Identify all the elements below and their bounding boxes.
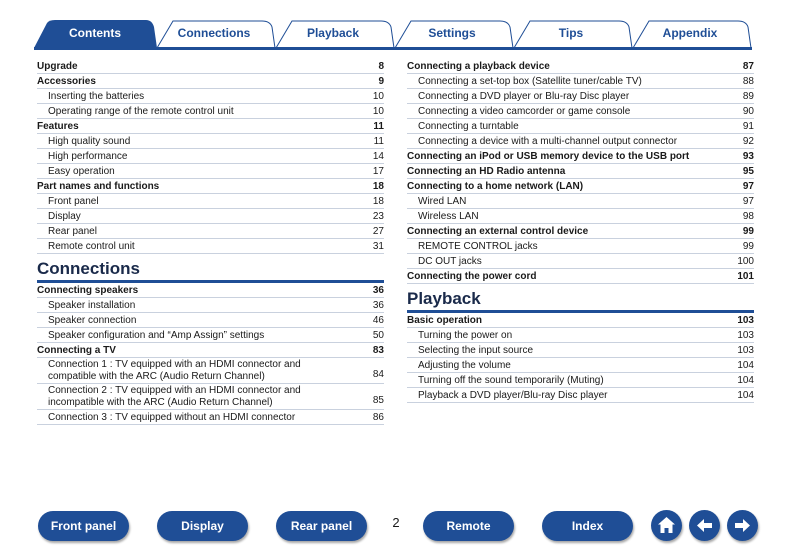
toc-entry-title: Connection 3 : TV equipped without an HDMI connector	[48, 412, 296, 423]
toc-entry-title: High performance	[48, 151, 128, 162]
toc-entry-title: Speaker configuration and “Amp Assign” settings	[48, 330, 265, 341]
toc-entry[interactable]	[37, 358, 384, 384]
page-number: 2	[392, 515, 400, 530]
toc-entry-page: 92	[742, 136, 754, 147]
toc-left-column	[37, 59, 384, 425]
toc-entry[interactable]	[37, 410, 384, 425]
toc-entry-title: Connecting an HD Radio antenna	[407, 166, 566, 177]
toc-entry-page: 85	[372, 395, 384, 406]
tab-connections[interactable]: Connections	[177, 26, 251, 40]
toc-entry-title: Connecting a turntable	[418, 121, 519, 132]
toc-entry-page: 14	[372, 151, 384, 162]
toc-entry-title: Accessories	[37, 76, 96, 87]
toc-entry-page: 100	[737, 256, 754, 267]
toc-entry-page: 9	[378, 76, 384, 87]
toc-entry-title: Part names and functions	[37, 181, 160, 192]
toc-heading-entry[interactable]	[407, 59, 754, 74]
toc-entry-page: 103	[737, 330, 754, 341]
toc-entry-page: 104	[737, 390, 754, 401]
toc-entry-page: 36	[372, 285, 384, 296]
toc-entry-title: Speaker installation	[48, 300, 136, 311]
toc-entry-title: Display	[48, 211, 81, 222]
toc-entry-title: Front panel	[48, 196, 99, 207]
toc-entry-page: 10	[372, 106, 384, 117]
toc-entry-title: Connecting an iPod or USB memory device to the USB port	[407, 151, 690, 162]
section-title: Playback	[407, 289, 481, 308]
toc-entry-title: Speaker connection	[48, 315, 137, 326]
toc-entry-page: 103	[737, 345, 754, 356]
toc-entry-title: Connecting speakers	[37, 285, 139, 296]
toc-entry-page: 23	[372, 211, 384, 222]
tab-baseline	[34, 47, 752, 50]
toc-entry[interactable]	[37, 149, 384, 164]
tab-contents[interactable]: Contents	[69, 26, 121, 40]
toc-entry-title: REMOTE CONTROL jacks	[418, 241, 538, 252]
toc-entry[interactable]	[407, 373, 754, 388]
toc-entry-title: Features	[37, 121, 79, 132]
toc-entry-title: Wireless LAN	[418, 211, 479, 222]
toc-entry[interactable]	[407, 388, 754, 403]
toc-entry-title: Connection 2 : TV equipped with an HDMI connector and incompatible with the ARC (Audio Return Channel)	[48, 385, 301, 408]
toc-entry-title: Easy operation	[48, 166, 115, 177]
toc-entry-page: 18	[372, 181, 384, 192]
toc-entry[interactable]	[407, 209, 754, 224]
toc-entry[interactable]	[407, 119, 754, 134]
toc-heading-entry[interactable]	[37, 74, 384, 89]
toc-entry-page: 104	[737, 360, 754, 371]
toc-entry-page: 11	[373, 136, 384, 147]
toc-entry[interactable]	[37, 134, 384, 149]
toc-entry-page: 84	[372, 369, 384, 380]
toc-entry[interactable]	[407, 194, 754, 209]
back-button[interactable]	[689, 510, 720, 541]
toc-entry-title: Upgrade	[37, 61, 78, 72]
toc-entry-page: 8	[378, 61, 384, 72]
toc-heading-entry[interactable]	[407, 164, 754, 179]
toc-entry[interactable]	[37, 298, 384, 313]
toc-entry-page: 101	[737, 271, 754, 282]
toc-entry-page: 104	[737, 375, 754, 386]
toc-entry-title: Operating range of the remote control unit	[48, 106, 234, 117]
toc-entry[interactable]	[37, 239, 384, 254]
toc-entry-title: Playback a DVD player/Blu-ray Disc player	[418, 390, 608, 401]
toc-entry-title: Connecting a set-top box (Satellite tuner/cable TV)	[418, 76, 642, 87]
toc-entry[interactable]	[407, 254, 754, 269]
toc-entry-page: 93	[742, 151, 754, 162]
rear-panel-button[interactable]: Rear panel	[276, 511, 367, 541]
toc-entry-page: 36	[372, 300, 384, 311]
toc-entry-page: 27	[372, 226, 384, 237]
tab-bar	[0, 0, 791, 52]
toc-entry-page: 10	[372, 91, 384, 102]
toc-heading-entry[interactable]	[407, 224, 754, 239]
toc-entry-page: 98	[742, 211, 754, 222]
toc-entry-page: 103	[737, 315, 754, 326]
toc-entry-page: 86	[372, 412, 384, 423]
toc-entry[interactable]	[37, 384, 384, 410]
tab-tips[interactable]: Tips	[558, 26, 584, 40]
toc-entry[interactable]	[407, 74, 754, 89]
toc-entry[interactable]	[37, 328, 384, 343]
toc-entry-title: Connecting a video camcorder or game console	[418, 106, 631, 117]
toc-entry[interactable]	[37, 104, 384, 119]
index-button[interactable]: Index	[542, 511, 633, 541]
toc-entry-page: 31	[372, 241, 384, 252]
tab-settings[interactable]: Settings	[428, 26, 476, 40]
toc-entry[interactable]	[37, 194, 384, 209]
toc-entry[interactable]	[407, 89, 754, 104]
toc-heading-entry[interactable]	[37, 119, 384, 134]
toc-entry-title: Selecting the input source	[418, 345, 534, 356]
toc-entry-title: Turning off the sound temporarily (Muting)	[418, 375, 604, 386]
forward-button[interactable]	[727, 510, 758, 541]
toc-entry-page: 11	[373, 121, 384, 132]
toc-entry-title: High quality sound	[48, 136, 131, 147]
toc-entry[interactable]	[37, 313, 384, 328]
toc-heading-entry[interactable]	[37, 283, 384, 298]
toc-entry-title: Remote control unit	[48, 241, 135, 252]
home-button[interactable]	[651, 510, 682, 541]
toc-entry-title: Wired LAN	[418, 196, 467, 207]
remote-button[interactable]: Remote	[423, 511, 514, 541]
toc-entry[interactable]	[407, 134, 754, 149]
back-arrow-icon	[689, 510, 720, 541]
toc-entry-title: Connecting a device with a multi-channel output connector	[418, 136, 678, 147]
toc-entry-page: 90	[742, 106, 754, 117]
toc-heading-entry[interactable]	[407, 179, 754, 194]
toc-entry-page: 95	[742, 166, 754, 177]
section-title: Connections	[37, 259, 140, 278]
toc-right-column	[407, 59, 754, 403]
toc-heading-entry[interactable]	[407, 313, 754, 328]
tab-playback[interactable]: Playback	[306, 26, 360, 40]
home-icon	[651, 510, 682, 541]
toc-entry[interactable]	[407, 343, 754, 358]
toc-entry-page: 87	[742, 61, 754, 72]
toc-entry-title: Rear panel	[48, 226, 97, 237]
toc-entry-title: Connecting a playback device	[407, 61, 550, 72]
toc-entry-title: Turning the power on	[418, 330, 513, 341]
toc-heading-entry[interactable]	[37, 179, 384, 194]
toc-entry-title: DC OUT jacks	[418, 256, 482, 267]
toc-entry[interactable]	[407, 239, 754, 254]
toc-entry[interactable]	[37, 224, 384, 239]
toc-heading-entry[interactable]	[407, 269, 754, 284]
toc-entry-page: 18	[372, 196, 384, 207]
toc-entry-title: Adjusting the volume	[418, 360, 511, 371]
toc-entry-title: Inserting the batteries	[48, 91, 145, 102]
toc-heading-entry[interactable]	[407, 149, 754, 164]
toc-heading-entry[interactable]	[37, 343, 384, 358]
toc-entry-title: Basic operation	[407, 315, 483, 326]
toc-entry-page: 99	[742, 241, 754, 252]
toc-entry-title: Connecting an external control device	[407, 226, 589, 237]
display-button[interactable]: Display	[157, 511, 248, 541]
section-heading	[37, 254, 384, 283]
toc-entry-page: 99	[742, 226, 754, 237]
toc-entry-page: 91	[742, 121, 754, 132]
toc-entry-page: 83	[372, 345, 384, 356]
toc-entry-title: Connection 1 : TV equipped with an HDMI connector and compatible with the ARC (Audio Return Channel)	[48, 359, 301, 382]
toc-entry[interactable]	[37, 209, 384, 224]
toc-entry[interactable]	[407, 358, 754, 373]
toc-entry-title: Connecting the power cord	[407, 271, 537, 282]
toc-entry[interactable]	[37, 164, 384, 179]
toc-entry-page: 46	[372, 315, 384, 326]
front-panel-button[interactable]: Front panel	[38, 511, 129, 541]
tab-appendix[interactable]: Appendix	[662, 26, 718, 40]
forward-arrow-icon	[727, 510, 758, 541]
toc-entry[interactable]	[407, 328, 754, 343]
section-heading	[407, 284, 754, 313]
toc-entry-page: 97	[742, 196, 754, 207]
toc-entry-title: Connecting a DVD player or Blu-ray Disc player	[418, 91, 630, 102]
toc-entry-page: 97	[742, 181, 754, 192]
toc-entry-page: 88	[742, 76, 754, 87]
toc-entry[interactable]	[37, 89, 384, 104]
toc-entry-page: 89	[742, 91, 754, 102]
toc-entry[interactable]	[407, 104, 754, 119]
toc-entry-title: Connecting a TV	[37, 345, 116, 356]
toc-entry-page: 17	[372, 166, 384, 177]
toc-heading-entry[interactable]	[37, 59, 384, 74]
toc-entry-page: 50	[372, 330, 384, 341]
toc-entry-title: Connecting to a home network (LAN)	[407, 181, 584, 192]
